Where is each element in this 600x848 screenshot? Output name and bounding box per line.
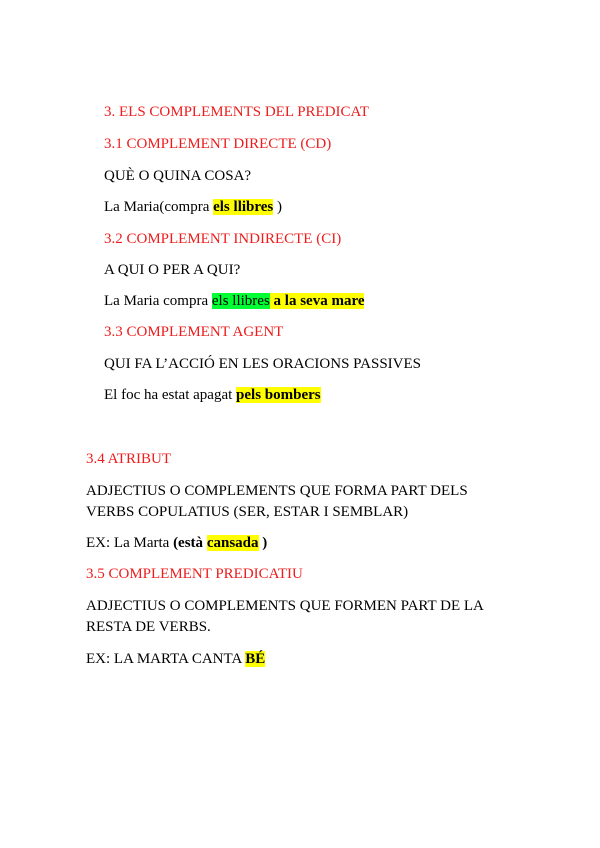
highlighted-ci: a la seva mare bbox=[269, 293, 365, 309]
highlighted-agent: pels bombers bbox=[236, 387, 321, 403]
example-text: La Maria(compra bbox=[104, 199, 214, 215]
highlighted-atribut: cansada bbox=[206, 535, 259, 551]
section-3-4-example bbox=[86, 534, 267, 552]
section-3-4-desc-line2: VERBS COPULATIUS (SER, ESTAR I SEMBLAR) bbox=[86, 504, 409, 520]
section-3-3-heading: 3.3 COMPLEMENT AGENT bbox=[104, 324, 284, 340]
section-3-1-question: QUÈ O QUINA COSA? bbox=[104, 168, 252, 184]
section-3-3-question: QUI FA L’ACCIÓ EN LES ORACIONS PASSIVES bbox=[104, 356, 421, 372]
section-3-2-question: A QUI O PER A QUI? bbox=[104, 262, 241, 278]
section-3-4-desc-line1: ADJECTIUS O COMPLEMENTS QUE FORMA PART DELS bbox=[86, 483, 468, 499]
example-text: EX: LA MARTA CANTA bbox=[86, 651, 246, 667]
section-3-5-desc-line2: RESTA DE VERBS. bbox=[86, 619, 211, 635]
highlighted-cd-green: els llibres bbox=[211, 293, 270, 309]
section-3-4-heading: 3.4 ATRIBUT bbox=[86, 451, 172, 467]
example-bold-open: (està bbox=[173, 535, 207, 551]
highlighted-cd: els llibres bbox=[213, 199, 274, 215]
example-text: El foc ha estat apagat bbox=[104, 387, 237, 403]
example-text: La Maria compra bbox=[104, 293, 212, 309]
section-3-3-example bbox=[104, 386, 321, 404]
section-3-5-desc-line1: ADJECTIUS O COMPLEMENTS QUE FORMEN PART DE LA bbox=[86, 598, 484, 614]
highlighted-predicatiu: BÉ bbox=[245, 651, 266, 667]
section-3-2-example bbox=[104, 292, 364, 310]
example-bold-close: ) bbox=[258, 535, 268, 551]
example-text: EX: La Marta bbox=[86, 535, 174, 551]
example-close: ) bbox=[273, 199, 282, 215]
section-3-heading: 3. ELS COMPLEMENTS DEL PREDICAT bbox=[104, 104, 369, 120]
section-3-1-heading: 3.1 COMPLEMENT DIRECTE (CD) bbox=[104, 136, 332, 152]
section-3-5-example bbox=[86, 650, 265, 668]
section-3-2-heading: 3.2 COMPLEMENT INDIRECTE (CI) bbox=[104, 231, 342, 247]
section-3-1-example bbox=[104, 198, 282, 216]
section-3-5-heading: 3.5 COMPLEMENT PREDICATIU bbox=[86, 566, 303, 582]
